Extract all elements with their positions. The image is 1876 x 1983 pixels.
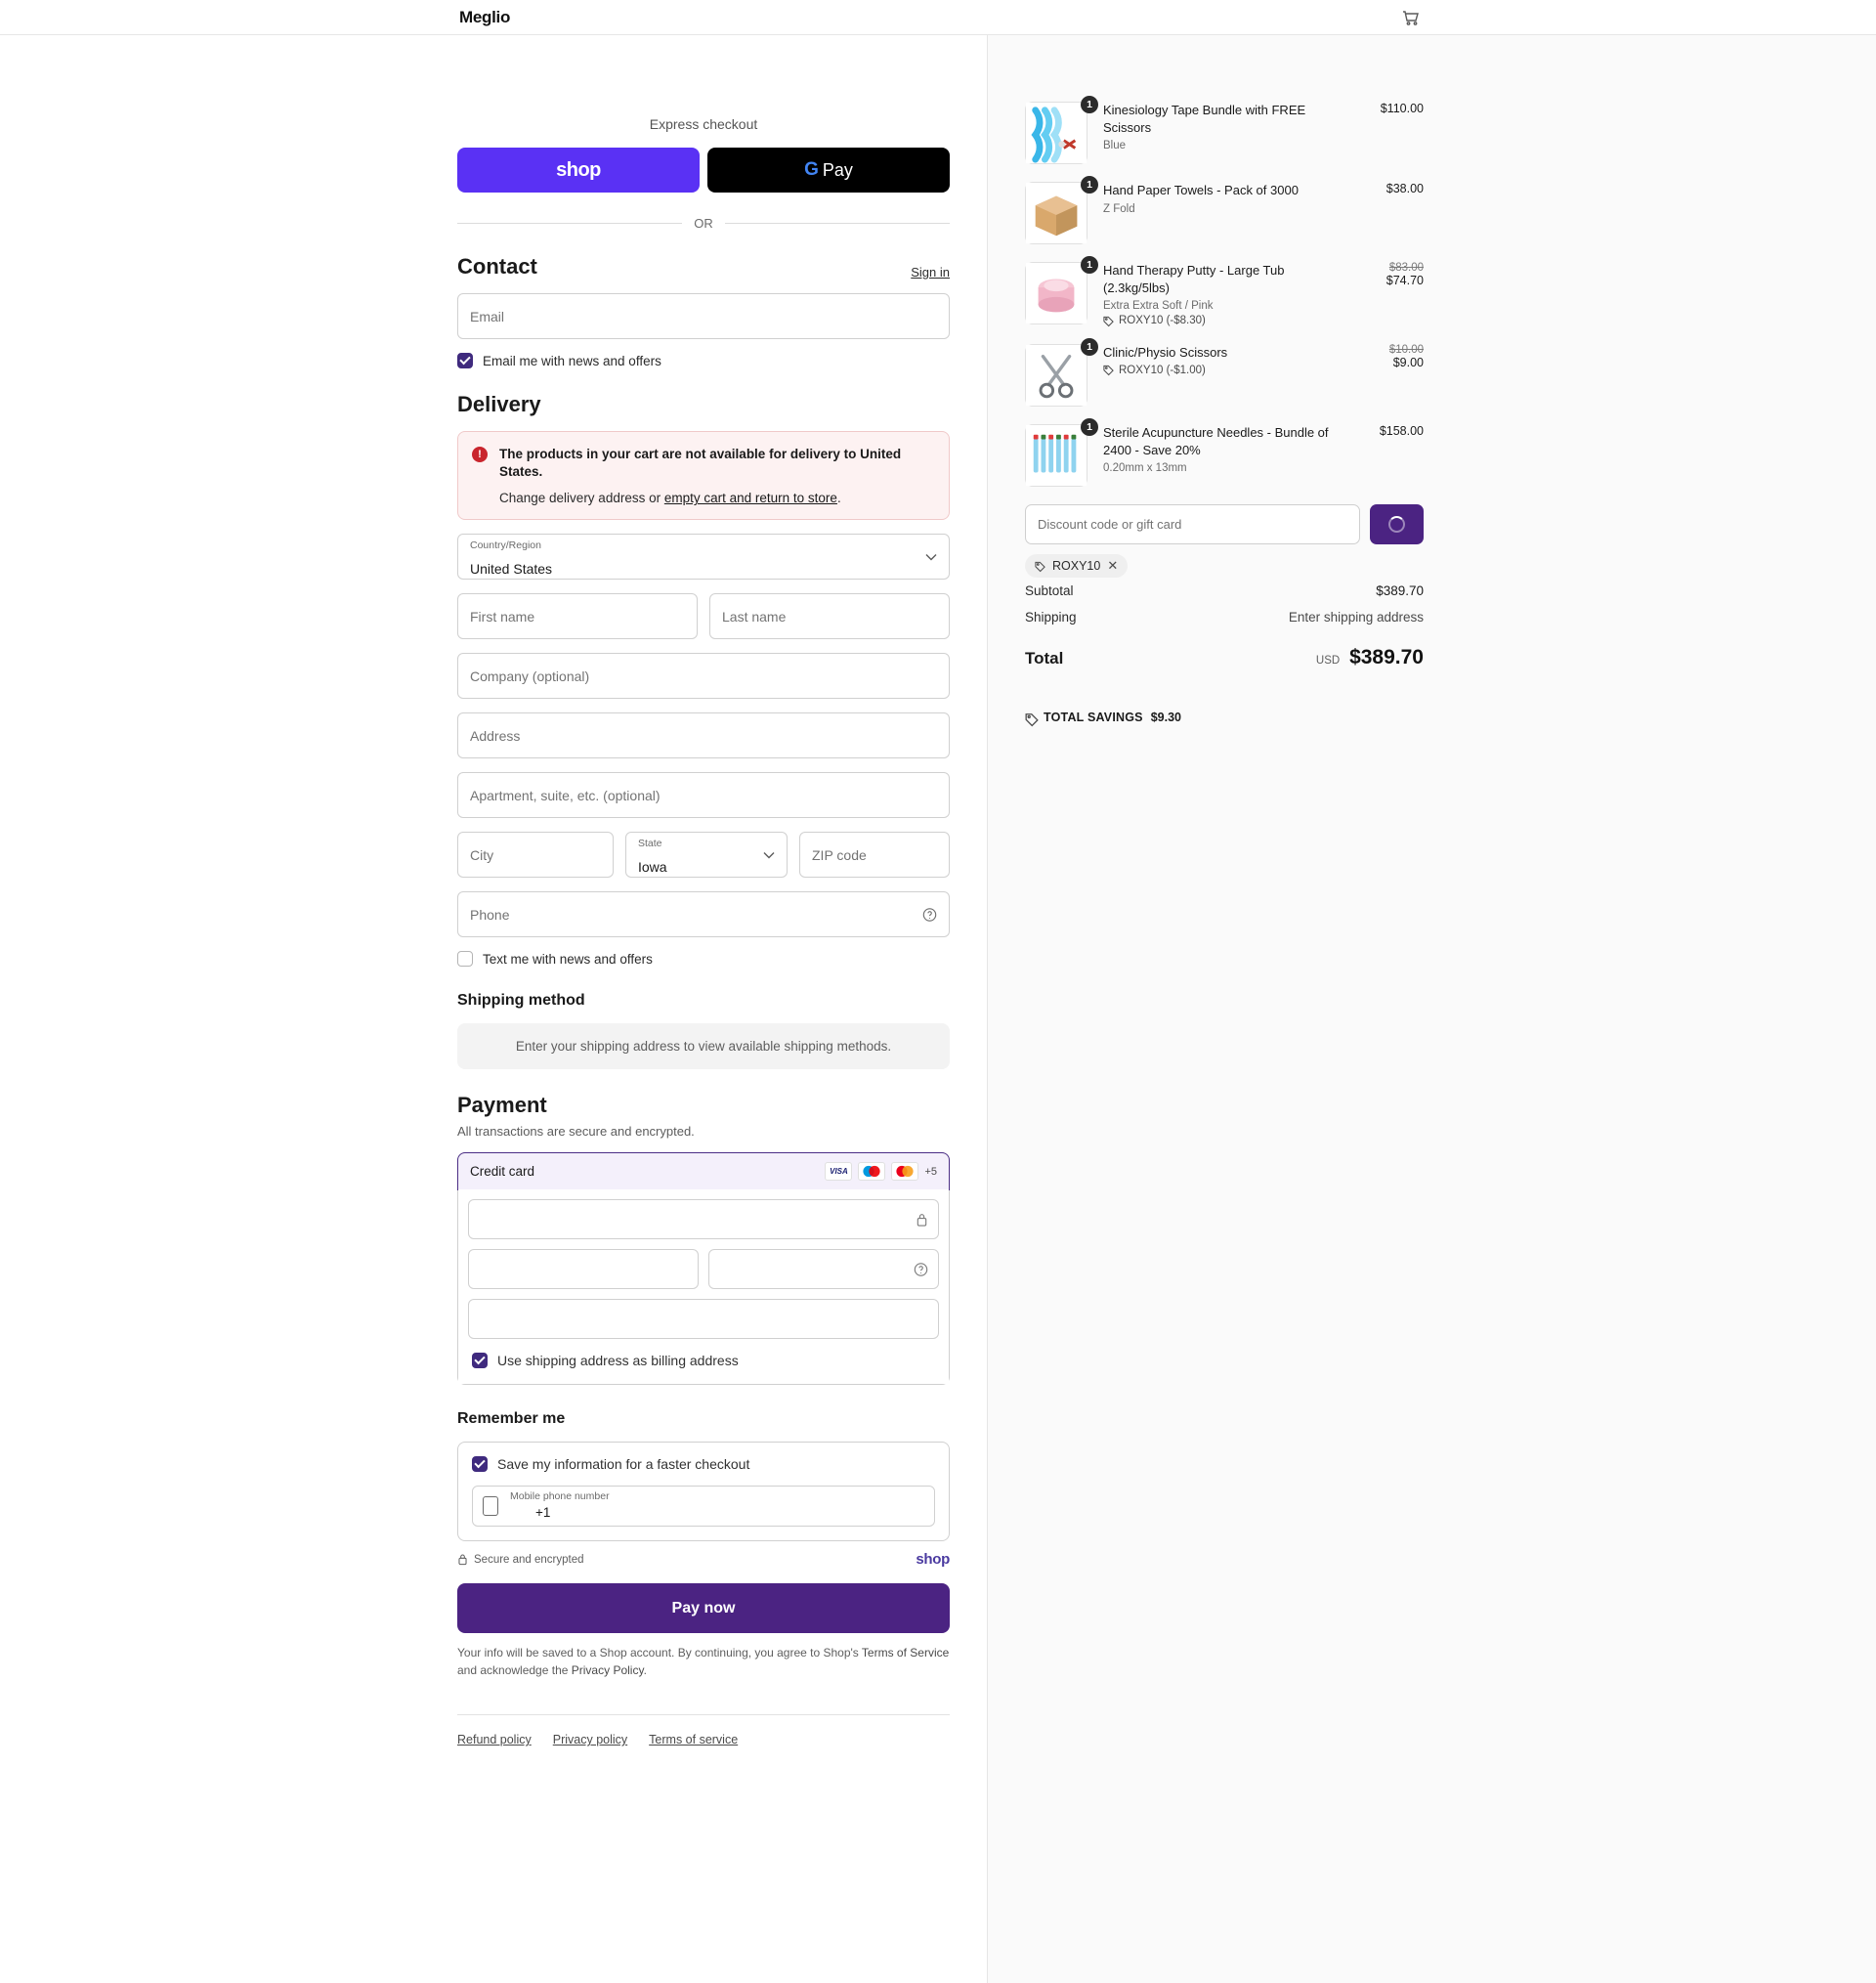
secure-row [457, 1551, 950, 1568]
product-price: $9.00 [1392, 356, 1424, 370]
google-g-icon: G [804, 159, 819, 180]
shipping-value: Enter shipping address [1288, 610, 1424, 625]
shop-logo: shop [916, 1551, 950, 1569]
product-pricing [1351, 344, 1424, 369]
product-variant: Z Fold [1103, 202, 1135, 215]
email-marketing-checkbox[interactable] [457, 353, 473, 368]
cart-icon[interactable] [1400, 9, 1420, 26]
product-thumbnail [1025, 179, 1092, 244]
product-pricing [1351, 182, 1424, 195]
shipping-label: Shipping [1025, 610, 1077, 625]
state-select[interactable] [625, 832, 788, 878]
total-label: Total [1025, 649, 1064, 668]
credit-card-option[interactable] [457, 1152, 950, 1190]
quantity-badge: 1 [1081, 176, 1098, 194]
empty-cart-link[interactable]: empty cart and return to store [663, 491, 837, 506]
brand-logo[interactable]: Meglio [459, 8, 511, 26]
product-discount-label: ROXY10 (-$8.30) [1119, 315, 1206, 327]
discount-placeholder: Discount code or gift card [1038, 517, 1182, 533]
quantity-badge: 1 [1081, 338, 1098, 356]
remove-discount-icon[interactable]: ✕ [1107, 558, 1119, 574]
applied-discount-code: ROXY10 [1052, 559, 1101, 574]
total-amount [1316, 646, 1424, 669]
country-value: United States [470, 561, 553, 578]
product-title: Clinic/Physio Scissors [1103, 345, 1228, 361]
payment-title: Payment [457, 1093, 547, 1118]
company-placeholder: Company (optional) [470, 668, 590, 684]
country-select[interactable] [457, 534, 950, 580]
product-thumbnail [1025, 99, 1092, 164]
total-value: $389.70 [1349, 646, 1424, 669]
alert-body-prefix: Change delivery address or [499, 491, 664, 506]
product-pricing [1351, 262, 1424, 287]
loading-spinner-icon [1388, 516, 1405, 533]
or-label: OR [694, 216, 713, 231]
shop-pay-button[interactable] [457, 148, 700, 193]
google-pay-button[interactable] [707, 148, 950, 193]
checkout-form-column [0, 35, 987, 1983]
product-discount [1103, 315, 1340, 326]
product-variant: Extra Extra Soft / Pink [1103, 300, 1214, 313]
product-details [1087, 344, 1351, 376]
product-thumbnail [1025, 341, 1092, 407]
subtotal-value: $389.70 [1376, 583, 1424, 599]
subtotal-label: Subtotal [1025, 583, 1074, 599]
product-price: $38.00 [1386, 182, 1424, 195]
legal-mid: and acknowledge the [457, 1662, 572, 1677]
list-item [1025, 179, 1424, 244]
phone-field[interactable] [457, 891, 950, 937]
city-placeholder: City [470, 846, 494, 863]
product-title: Hand Therapy Putty - Large Tub (2.3kg/5lbs) [1103, 263, 1285, 295]
email-marketing-checkbox-row[interactable] [457, 353, 950, 368]
alert-title: The products in your cart are not available for delivery to United States. [499, 447, 902, 480]
mobile-phone-label: Mobile phone number [510, 1490, 610, 1503]
city-field[interactable] [457, 832, 614, 878]
zip-field[interactable] [799, 832, 950, 878]
product-compare-price: $10.00 [1388, 344, 1424, 357]
order-summary-column [987, 35, 1876, 1983]
billing-address-label: Use shipping address as billing address [497, 1353, 739, 1369]
discount-input[interactable] [1025, 504, 1360, 544]
last-name-field[interactable] [709, 593, 950, 639]
total-savings-value: $9.30 [1150, 711, 1181, 725]
card-fields [458, 1189, 949, 1384]
list-item [1025, 341, 1424, 407]
billing-address-checkbox-row[interactable] [468, 1349, 939, 1374]
divider-line-left [457, 223, 682, 224]
payment-section-header [457, 1093, 950, 1118]
billing-address-checkbox[interactable] [472, 1353, 488, 1368]
payment-method-box [457, 1152, 950, 1385]
list-item [1025, 259, 1424, 327]
site-header [0, 0, 1876, 35]
product-details [1087, 262, 1351, 326]
apartment-placeholder: Apartment, suite, etc. (optional) [470, 787, 661, 803]
applied-discount-chip [1025, 554, 1128, 578]
email-field[interactable] [457, 293, 950, 339]
shop-pay-label: shop [556, 158, 601, 181]
product-title: Hand Paper Towels - Pack of 3000 [1103, 183, 1299, 197]
product-details [1087, 102, 1351, 151]
credit-card-label: Credit card [470, 1164, 535, 1180]
first-name-placeholder: First name [470, 608, 535, 625]
product-thumbnail [1025, 421, 1092, 487]
footer-link-privacy-policy[interactable]: Privacy policy [552, 1733, 628, 1747]
product-discount [1103, 365, 1340, 376]
product-price: $110.00 [1380, 102, 1424, 115]
alert-body-suffix: . [836, 491, 841, 506]
mastercard-icon [891, 1162, 918, 1181]
chevron-down-icon [925, 553, 937, 561]
total-row [1025, 646, 1424, 669]
phone-placeholder: Phone [470, 906, 510, 923]
more-cards-count[interactable]: +5 [924, 1165, 937, 1178]
save-info-label: Save my information for a faster checkout [497, 1456, 750, 1473]
legal-line1: Your info will be saved to a Shop account. By continuing, you agree to Shop's [457, 1646, 859, 1660]
footer-link-refund-policy[interactable]: Refund policy [457, 1733, 532, 1747]
accepted-cards [825, 1162, 937, 1181]
payment-subtitle: All transactions are secure and encrypted. [457, 1124, 695, 1140]
pay-now-button[interactable]: Pay now [457, 1583, 950, 1633]
sms-marketing-checkbox[interactable] [457, 951, 473, 967]
address-field[interactable] [457, 712, 950, 758]
cvv-field[interactable] [708, 1249, 939, 1289]
or-divider [457, 216, 950, 231]
zip-placeholder: ZIP code [812, 846, 867, 863]
product-variant: Blue [1103, 140, 1127, 152]
subtotal-row [1025, 583, 1424, 598]
tag-icon [1103, 316, 1114, 326]
list-item [1025, 99, 1424, 164]
card-number-field[interactable] [468, 1199, 939, 1239]
remember-me-box [457, 1442, 950, 1541]
product-details [1087, 182, 1351, 215]
express-checkout-buttons [457, 148, 950, 193]
product-pricing [1351, 102, 1424, 115]
product-title: Sterile Acupuncture Needles - Bundle of 2400 - Save 20% [1103, 425, 1329, 457]
last-name-placeholder: Last name [722, 608, 787, 625]
shipping-method-empty-note: Enter your shipping address to view available shipping methods. [457, 1023, 950, 1069]
name-row [457, 580, 950, 639]
error-icon: ! [472, 447, 488, 462]
expiry-field[interactable] [468, 1249, 699, 1289]
quantity-badge: 1 [1081, 256, 1098, 274]
email-marketing-label: Email me with news and offers [483, 353, 661, 368]
tag-icon [1025, 712, 1036, 723]
name-on-card-field[interactable] [468, 1299, 939, 1339]
footer-link-terms-of-service[interactable]: Terms of service [649, 1733, 739, 1747]
tag-icon [1035, 561, 1045, 572]
mobile-phone-icon [483, 1496, 498, 1516]
sms-marketing-label: Text me with news and offers [483, 951, 653, 967]
quantity-badge: 1 [1081, 418, 1098, 436]
order-totals [1025, 583, 1424, 669]
country-label: Country/Region [470, 539, 541, 552]
footer-divider [457, 1714, 950, 1715]
delivery-title: Delivery [457, 392, 541, 416]
total-savings [1025, 711, 1424, 724]
company-field[interactable] [457, 653, 950, 699]
apply-discount-button[interactable] [1370, 504, 1424, 544]
email-placeholder: Email [470, 308, 505, 324]
discount-row [1025, 504, 1424, 544]
lock-icon [916, 1212, 928, 1227]
legal-text [457, 1645, 950, 1679]
maestro-icon [858, 1162, 885, 1181]
contact-section-header [457, 254, 950, 280]
shipping-row [1025, 610, 1424, 625]
save-info-checkbox[interactable] [472, 1456, 488, 1472]
apartment-field[interactable] [457, 772, 950, 818]
product-price: $158.00 [1379, 424, 1424, 439]
quantity-badge: 1 [1081, 96, 1098, 113]
lock-icon [457, 1553, 468, 1566]
remember-me-title: Remember me [457, 1410, 566, 1428]
secure-note-label: Secure and encrypted [474, 1553, 584, 1566]
city-state-zip-row [457, 818, 950, 878]
total-savings-label: TOTAL SAVINGS [1044, 711, 1143, 725]
product-compare-price: $83.00 [1388, 262, 1424, 274]
sign-in-link[interactable]: Sign in [911, 265, 950, 280]
divider-line-right [725, 223, 950, 224]
chevron-down-icon [763, 851, 775, 859]
shipping-method-title: Shipping method [457, 992, 585, 1010]
secure-note [457, 1553, 584, 1566]
terms-of-service-link[interactable]: Terms of Service [861, 1646, 950, 1660]
list-item [1025, 421, 1424, 487]
product-pricing [1351, 424, 1424, 438]
tag-icon [1103, 365, 1114, 375]
delivery-unavailable-alert [457, 431, 950, 520]
help-icon[interactable] [914, 1262, 928, 1276]
alert-body [499, 491, 933, 505]
first-name-field[interactable] [457, 593, 698, 639]
express-checkout-label: Express checkout [649, 116, 758, 132]
state-label: State [638, 838, 662, 850]
contact-title: Contact [457, 254, 537, 279]
state-value: Iowa [638, 859, 667, 876]
visa-icon: VISA [825, 1162, 852, 1181]
product-variant: 0.20mm x 13mm [1103, 462, 1187, 475]
save-info-checkbox-row[interactable] [458, 1443, 949, 1486]
delivery-section-header [457, 392, 950, 417]
privacy-policy-link[interactable]: Privacy Policy [571, 1662, 644, 1677]
product-title: Kinesiology Tape Bundle with FREE Scissors [1103, 103, 1306, 135]
google-pay-label: Pay [822, 159, 853, 180]
help-icon[interactable] [922, 907, 937, 922]
footer-links [457, 1733, 950, 1746]
legal-end: . [643, 1662, 647, 1677]
product-thumbnail [1025, 259, 1092, 324]
mobile-phone-field[interactable] [472, 1486, 935, 1527]
mobile-phone-value: +1 [535, 1504, 551, 1520]
expiry-cvv-row [468, 1249, 939, 1299]
product-discount-label: ROXY10 (-$1.00) [1119, 364, 1206, 376]
sms-marketing-checkbox-row[interactable] [457, 951, 950, 967]
product-details [1087, 424, 1351, 474]
product-price: $74.70 [1386, 274, 1424, 287]
address-placeholder: Address [470, 727, 521, 744]
total-currency: USD [1315, 655, 1341, 668]
